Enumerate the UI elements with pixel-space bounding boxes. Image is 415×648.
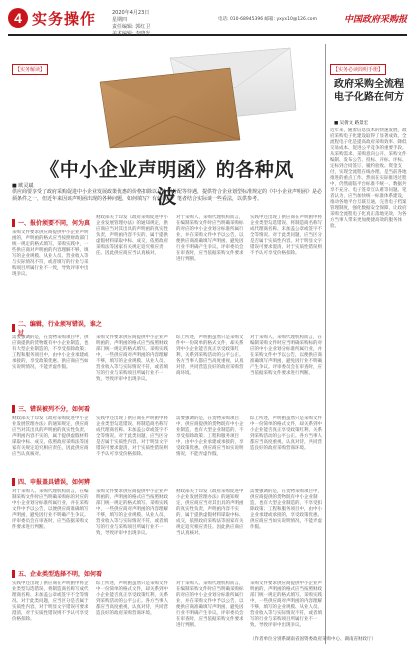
section-title: 实务操作 [32,10,97,28]
body-col-19: 对于采购人、采购代理机构而言，在编制采购文件时应当明确采购标的对应的中小企业划分标准所属行业，并在采购文件中予以公告，以便供应商准确填写声明函，避免因行业不明确产生争议。评审委员会在审查时，应当依据采购文件要求进行判断。 [176,581,244,628]
author-affiliation: （作者单位分别系湖南省国资委政府采购中心、湖南省财政厅） [250,637,376,642]
body-col-7: 综上所述，声明函虽然只是采购文件中一份简单的格式文件，却关系到中小企业能否真正享受政策红利，关系到采购活动的公平公正。各方当事人都应当高度重视，认真对待，共同营造良好的政府采购营商环境。 [176,335,244,376]
contact-info: 电话: 010-68945396 邮箱: yxyx10@126.com [218,17,317,22]
page-number: 4 [8,8,28,28]
body-col-11: 需要强调的是，在货物采购项目中，供应商提供的货物既有中小企业制造，也有大型企业制造的，不享受扣除政策；工程和服务项目中，由中小企业承建或承接的，享受政策优惠。供应商应当如实说明情况，不能弄虚作假。 [176,416,244,457]
body-col-5: 需要强调的是，在货物采购项目中，供应商提供的货物既有中小企业制造，也有大型企业制造的，不享受扣除政策；工程和服务项目中，由中小企业承建或承接的，享受政策优惠。供应商应当如实说明情况，不能弄虚作假。 [12,335,89,370]
sidebar-tag: 【实务必读简明手册】 [330,64,386,75]
body-col-2: 财政部关于印发《政府采购促进中小企业发展管理办法》的通知规定，供应商应当对其出具的声明函的真实性负责，声明函内容不实的，属于提供虚假材料谋取中标、成交，依照政府采购法等国家有关规定追究相应责任。因此供应商应当认真核对。 [96,215,168,256]
page-header [8,6,407,36]
subhead-4: 四、申报盖具错误，如何辨 [12,476,102,487]
body-col-1: 采购文件要求供应商提供中小企业声明函的，声明函的格式应当按照财政部门统一规定的格式填写。采购实践中，一些供应商对声明函的内容理解不够，填写的企业规模、从业人员、营业收入等与实际情况不符，或者填写的行业与采购项目所属行业不一致，导致评审中出现争议。 [12,230,89,277]
envelope-illustration [90,40,300,150]
body-col-10: 实践中还出现了供应商在声明函中将企业类型勾选错误、将制造商名称写成代理商名称、未加盖公章或签字不全等情况。对于此类问题，应当区分是否属于实质性内容，对于明显文字错误可要求澄清，对于实质性错误则不予认可享受价格扣除。 [96,416,168,457]
body-col-13: 对于采购人、采购代理机构而言，在编制采购文件时应当明确采购标的对应的中小企业划分标准所属行业，并在采购文件中予以公告，以便供应商准确填写声明函，避免因行业不明确产生争议。评审委员会在审查时，应当依据采购文件要求进行判断。 [12,489,89,530]
body-col-17: 实践中还出现了供应商在声明函中将企业类型勾选错误、将制造商名称写成代理商名称、未加盖公章或签字不全等情况。对于此类问题，应当区分是否属于实质性内容，对于明显文字错误可要求澄清，对于实质性错误则不予认可享受价格扣除。 [12,581,89,622]
subhead-3: 三、错误被列不分，如何看 [12,403,102,414]
sidebar-body: 近年来，随着信息技术的快速发展，政府采购电子化建设取得了显著成效。全流程电子化是提高政府采购效率、降低交易成本、促进公平竞争的重要手段。从采购需求、采购意向公开、采购文件编制、发布公告、投标、开标、评标、定标到合同签订、履约验收、资金支付，实现全流程在线办理，是当前各地推进的重点工作。然而在实际推进过程中，仍然面临平台标准不统一、数据共享不充分、电子签章互认难等问题。笔者认为，应当加快统一标准体系建设，推动各地平台互联互通，完善电子档案管理制度，强化数据安全保障，让政府采购全流程电子化真正落地见效，为各方当事人带来更加便捷高效的服务体验。 [330,128,407,229]
envelope-icon [90,40,300,150]
column-tag: 【实务解读】 [12,64,48,75]
subhead-marker-icon [12,219,15,227]
body-col-4: 实践中还出现了供应商在声明函中将企业类型勾选错误、将制造商名称写成代理商名称、未加盖公章或签字不全等情况。对于此类问题，应当区分是否属于实质性内容，对于明显文字错误可要求澄清，对于实质性错误则不予认可享受价格扣除。 [250,215,322,256]
subhead-2: 二、编辑，行业须写错误，谁之过 [12,322,102,333]
subhead-5: 五、企业类型选择不明，如何看 [12,568,102,579]
sidebar-title: 政府采购全流程电子化路在何方 [334,79,404,103]
sidebar-author: ■ 吴倩文 路景宏 [334,121,369,126]
body-col-15: 财政部关于印发《政府采购促进中小企业发展管理办法》的通知规定，供应商应当对其出具的声明函的真实性负责，声明函内容不实的，属于提供虚假材料谋取中标、成交，依照政府采购法等国家有关规定追究相应责任。因此供应商应当认真核对。 [176,489,244,536]
body-col-9: 财政部关于印发《政府采购促进中小企业发展管理办法》的通知规定，供应商应当对其出具的声明函的真实性负责，声明函内容不实的，属于提供虚假材料谋取中标、成交，依照政府采购法等国家有关规定追究相应责任。因此供应商应当认真核对。 [12,416,89,457]
body-col-20: 采购文件要求供应商提供中小企业声明函的，声明函的格式应当按照财政部门统一规定的格式填写。采购实践中，一些供应商对声明函的内容理解不够，填写的企业规模、从业人员、营业收入等与实际情况不符，或者填写的行业与采购项目所属行业不一致，导致评审中出现争议。 [250,581,322,628]
article-title: 《中小企业声明函》的各种风波 [40,159,294,208]
column-divider [325,44,326,644]
body-col-8: 对于采购人、采购代理机构而言，在编制采购文件时应当明确采购标的对应的中小企业划分标准所属行业，并在采购文件中予以公告，以便供应商准确填写声明函，避免因行业不明确产生争议。评审委员会在审查时，应当依据采购文件要求进行判断。 [250,335,322,376]
sidebar-article [330,44,408,644]
body-col-18: 综上所述，声明函虽然只是采购文件中一份简单的格式文件，却关系到中小企业能否真正享受政策红利，关系到采购活动的公平公正。各方当事人都应当高度重视，认真对待，共同营造良好的政府采购营商环境。 [96,581,168,616]
article-author: ■ 欧灵斌 [12,183,34,189]
body-col-6: 采购文件要求供应商提供中小企业声明函的，声明函的格式应当按照财政部门统一规定的格式填写。采购实践中，一些供应商对声明函的内容理解不够，填写的企业规模、从业人员、营业收入等与实际情况不符，或者填写的行业与采购项目所属行业不一致，导致评审中出现争议。 [96,335,168,382]
body-col-3: 对于采购人、采购代理机构而言，在编制采购文件时应当明确采购标的对应的中小企业划分标准所属行业，并在采购文件中予以公告，以便供应商准确填写声明函，避免因行业不明确产生争议。评审委员会在审查时，应当依据采购文件要求进行判断。 [176,215,244,262]
body-col-12: 综上所述，声明函虽然只是采购文件中一份简单的格式文件，却关系到中小企业能否真正享受政策红利，关系到采购活动的公平公正。各方当事人都应当高度重视，认真对待，共同营造良好的政府采购营商环境。 [250,416,322,451]
body-col-14: 采购文件要求供应商提供中小企业声明函的，声明函的格式应当按照财政部门统一规定的格式填写。采购实践中，一些供应商对声明函的内容理解不够，填写的企业规模、从业人员、营业收入等与实际情况不符，或者填写的行业与采购项目所属行业不一致，导致评审中出现争议。 [96,489,168,536]
newspaper-brand: 中国政府采购报 [343,15,407,25]
subhead-1: 一、报价须要不同，何为真 [12,217,92,228]
article-lead: 供应商要享受了政府采购促进中小企业发展政策优惠的价格扣除以及合同分配等待遇，提供符合企业划型标准规定的《中小企业声明函》是必须条件之一，但近年来因该声明函出现的各种问题，如何填写？有何风险？笔者结合实际谈一些看法，以供参考。 [12,189,323,202]
issue-meta: 2020年4月23日 星期四 责任编辑: 郭红卫 美术编辑: 李晓光 [112,10,151,37]
body-col-16: 需要强调的是，在货物采购项目中，供应商提供的货物既有中小企业制造，也有大型企业制造的，不享受扣除政策；工程和服务项目中，由中小企业承建或承接的，享受政策优惠。供应商应当如实说明情况，不能弄虚作假。 [250,489,322,530]
